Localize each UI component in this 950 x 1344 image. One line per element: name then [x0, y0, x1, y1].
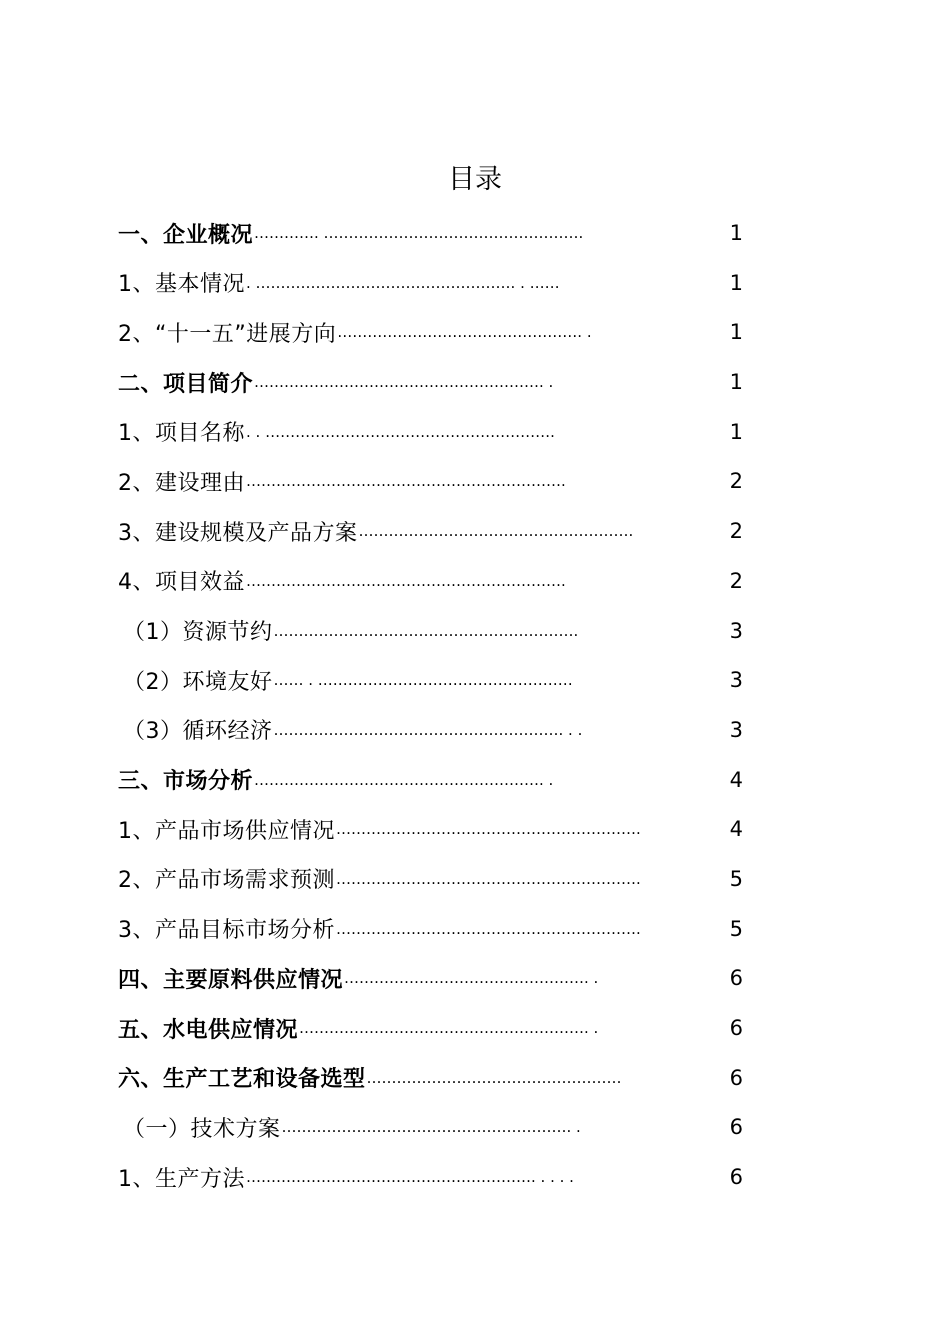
toc-leader: …………………………………………… — [366, 1068, 622, 1087]
toc-entry-page: 2 — [729, 519, 744, 544]
toc-leader: …………. ……………………………………………. — [254, 224, 584, 242]
toc-entry-page: 6 — [729, 1165, 744, 1190]
toc-leader: …………………………………………………. . . . . — [246, 1168, 574, 1187]
toc-entry-page: 1 — [729, 221, 744, 245]
toc-list — [0, 211, 950, 1205]
toc-entry-page: 4 — [729, 817, 744, 842]
toc-entry-label: 四、主要原料供应情况 — [118, 967, 344, 993]
toc-entry[interactable] — [0, 360, 950, 410]
toc-leader: …………………………………………. . — [337, 323, 592, 342]
toc-entry-page: 2 — [729, 568, 744, 593]
toc-entry[interactable] — [0, 807, 950, 857]
toc-entry[interactable] — [0, 1006, 950, 1056]
toc-entry-page: 3 — [729, 618, 744, 643]
toc-entry-page: 5 — [729, 916, 744, 941]
toc-entry-label: 2、建设理由 — [118, 470, 245, 496]
toc-leader: …………………………………………………. . — [254, 373, 554, 392]
toc-entry-page: 5 — [729, 866, 744, 891]
toc-entry-label: （3）循环经济 — [123, 719, 273, 745]
toc-entry[interactable] — [0, 857, 950, 907]
toc-entry-page: 6 — [729, 1115, 744, 1140]
toc-leader: ……………………………………………………. — [336, 919, 641, 938]
toc-entry[interactable] — [0, 261, 950, 311]
toc-entry-page: 3 — [729, 717, 744, 742]
toc-entry[interactable] — [0, 559, 950, 609]
toc-entry-label: 1、生产方法 — [118, 1166, 245, 1192]
toc-entry-page: 3 — [729, 668, 744, 693]
toc-leader: . . …………………………………………………. — [246, 422, 555, 441]
toc-entry-label: 六、生产工艺和设备选型 — [118, 1067, 366, 1093]
toc-entry-label: 五、水电供应情况 — [118, 1017, 299, 1043]
toc-entry[interactable] — [0, 758, 950, 808]
toc-entry-page: 1 — [729, 419, 744, 444]
toc-entry[interactable] — [0, 211, 950, 261]
toc-entry-page: 6 — [729, 1065, 744, 1090]
toc-entry-label: （1）资源节约 — [123, 620, 273, 645]
toc-entry-page: 4 — [729, 767, 744, 792]
toc-entry[interactable] — [0, 708, 950, 758]
toc-leader: …………………………………………………. . . — [273, 720, 583, 739]
toc-leader: ………………………………………………………. — [246, 571, 566, 590]
toc-leader: ………………………………………………………. — [246, 472, 566, 491]
toc-entry[interactable] — [0, 1056, 950, 1106]
toc-entry[interactable] — [0, 658, 950, 708]
toc-leader: ………………………………………………. — [358, 522, 634, 541]
toc-title: 目录 — [448, 164, 502, 195]
toc-entry-label: （一）技术方案 — [123, 1116, 281, 1142]
toc-entry[interactable] — [0, 310, 950, 360]
toc-entry-label: 1、项目名称 — [118, 421, 245, 447]
toc-entry-label: 三、市场分析 — [118, 769, 254, 795]
toc-entry-label: 3、建设规模及产品方案 — [118, 520, 358, 546]
toc-entry-label: 一、企业概况 — [118, 222, 254, 248]
toc-entry[interactable] — [0, 907, 950, 957]
toc-leader: …… . …………………………………………… — [273, 671, 573, 690]
toc-entry-page: 6 — [729, 1016, 744, 1040]
toc-entry-label: 2、产品市场需求预测 — [118, 868, 335, 894]
toc-entry[interactable] — [0, 509, 950, 559]
toc-entry-label: （2）环境友好 — [123, 669, 273, 695]
toc-leader: ……………………………………………………. — [336, 820, 641, 839]
toc-entry[interactable] — [0, 459, 950, 509]
toc-entry-label: 3、产品目标市场分析 — [118, 918, 335, 944]
toc-leader: …………………………………………………. . — [254, 770, 554, 789]
toc-leader: . ……………………………………………. . …… — [246, 273, 560, 292]
toc-entry-page: 1 — [729, 320, 744, 345]
toc-entry[interactable] — [0, 956, 950, 1006]
toc-entry-label: 二、项目简介 — [118, 371, 254, 397]
toc-entry-page: 1 — [729, 370, 744, 395]
toc-entry-page: 6 — [729, 966, 744, 991]
toc-leader: ……………………………………………………. — [273, 621, 579, 640]
toc-leader: …………………………………………. . — [344, 969, 599, 988]
toc-leader: …………………………………………………. . — [299, 1019, 599, 1037]
toc-entry-label: 4、项目效益 — [118, 570, 245, 596]
toc-entry-page: 2 — [729, 469, 744, 494]
toc-entry[interactable] — [0, 1155, 950, 1205]
toc-leader: ……………………………………………………. — [336, 869, 641, 888]
toc-entry[interactable] — [0, 1105, 950, 1155]
toc-leader: …………………………………………………. . — [281, 1118, 581, 1137]
toc-entry-label: 1、产品市场供应情况 — [118, 818, 335, 844]
toc-entry[interactable] — [0, 609, 950, 659]
toc-entry-page: 1 — [729, 270, 744, 295]
toc-entry-label: 1、基本情况 — [118, 272, 245, 298]
toc-entry[interactable] — [0, 410, 950, 460]
toc-entry-label: 2、“十一五”进展方向 — [118, 321, 337, 347]
